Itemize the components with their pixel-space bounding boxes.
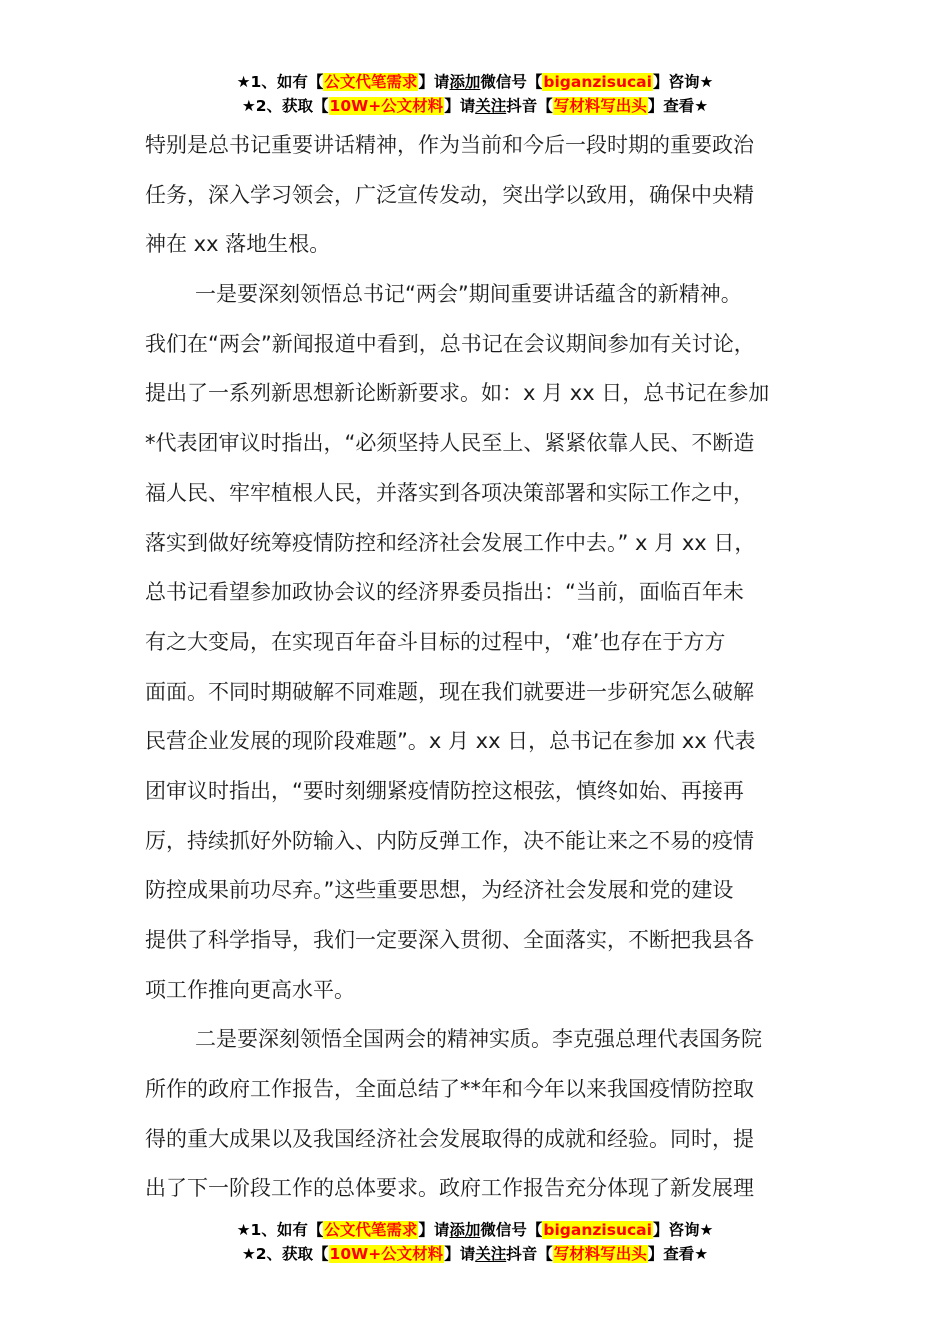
banner-text: ★1、如有【	[236, 73, 324, 91]
footer-banner	[0, 1218, 950, 1266]
highlight-douyin-account: 写材料写出头	[553, 97, 647, 115]
highlight-ghostwriting: 公文代笔需求	[324, 73, 418, 91]
highlight-ghostwriting: 公文代笔需求	[324, 1221, 418, 1239]
highlight-materials: 10W+公文材料	[329, 1245, 444, 1263]
text-line: 任务，深入学习领会，广泛宣传发动，突出学以致用，确保中央精	[145, 182, 754, 207]
banner-line-2	[0, 1242, 950, 1266]
banner-text: 抖音【	[506, 97, 553, 115]
banner-text: 】请	[444, 1245, 476, 1263]
text-line: 厉，持续抓好外防输入、内防反弹工作，决不能让来之不易的疫情	[145, 828, 754, 853]
document-body	[145, 121, 815, 1214]
highlight-douyin-account: 写材料写出头	[553, 1245, 647, 1263]
highlight-wechat-id: biganzisucai	[543, 1221, 652, 1239]
text-line: 落实到做好统筹疫情防控和经济社会发展工作中去。” x 月 xx 日，	[145, 530, 756, 555]
text-line: 防控成果前功尽弃。”这些重要思想，为经济社会发展和党的建设	[145, 878, 734, 903]
text-line: 所作的政府工作报告，全面总结了**年和今年以来我国疫情防控取	[145, 1077, 754, 1102]
banner-text: 】查看★	[647, 1245, 709, 1263]
text-line: 面面。不同时期破解不同难题，现在我们就要进一步研究怎么破解	[145, 679, 754, 704]
banner-line-1	[0, 1218, 950, 1242]
text-line: 总书记看望参加政协会议的经济界委员指出：“当前，面临百年未	[145, 580, 744, 605]
paragraph-start-line: 一是要深刻领悟总书记“两会”期间重要讲话蕴含的新精神。	[195, 282, 742, 307]
highlight-materials: 10W+公文材料	[329, 97, 444, 115]
header-banner	[0, 70, 950, 118]
text-line: *代表团审议时指出，“必须坚持人民至上、紧紧依靠人民、不断造	[145, 431, 755, 456]
text-line: 我们在“两会”新闻报道中看到，总书记在会议期间参加有关讨论，	[145, 331, 755, 356]
banner-underlined-text: 添加	[449, 73, 481, 91]
banner-text: 】请	[418, 73, 450, 91]
paragraph-start-line: 二是要深刻领悟全国两会的精神实质。李克强总理代表国务院	[195, 1027, 762, 1052]
banner-underlined-text: 关注	[475, 97, 507, 115]
text-line: 提出了一系列新思想新论断新要求。如：x 月 xx 日，总书记在参加	[145, 381, 770, 406]
text-line: 神在 xx 落地生根。	[145, 232, 331, 257]
banner-underlined-text: 关注	[475, 1245, 507, 1263]
text-line: 出了下一阶段工作的总体要求。政府工作报告充分体现了新发展理	[145, 1176, 754, 1201]
text-line: 提供了科学指导，我们一定要深入贯彻、全面落实，不断把我县各	[145, 928, 754, 952]
banner-text: ★2、获取【	[241, 97, 329, 115]
text-line: 特别是总书记重要讲话精神，作为当前和今后一段时期的重要政治	[145, 133, 754, 157]
banner-text: ★2、获取【	[241, 1245, 329, 1263]
banner-text: 抖音【	[506, 1245, 553, 1263]
banner-text: 】请	[444, 97, 476, 115]
banner-underlined-text: 添加	[449, 1221, 481, 1239]
text-line: 得的重大成果以及我国经济社会发展取得的成就和经验。同时，提	[145, 1126, 754, 1151]
banner-text: 微信号【	[480, 1221, 543, 1239]
text-line: 民营企业发展的现阶段难题”。x 月 xx 日，总书记在参加 xx 代表	[145, 729, 756, 754]
banner-text: 】请	[418, 1221, 450, 1239]
banner-text: 】咨询★	[652, 73, 714, 91]
banner-line-1	[0, 70, 950, 94]
banner-text: 微信号【	[480, 73, 543, 91]
banner-text: 】查看★	[647, 97, 709, 115]
text-line: 团审议时指出，“要时刻绷紧疫情防控这根弦，慎终如始、再接再	[145, 778, 744, 803]
banner-text: 】咨询★	[652, 1221, 714, 1239]
text-line: 福人民、牢牢植根人民，并落实到各项决策部署和实际工作之中，	[145, 480, 754, 505]
highlight-wechat-id: biganzisucai	[543, 73, 652, 91]
text-line: 有之大变局，在实现百年奋斗目标的过程中，‘难’也存在于方方	[145, 629, 726, 654]
banner-text: ★1、如有【	[236, 1221, 324, 1239]
banner-line-2	[0, 94, 950, 118]
text-line: 项工作推向更高水平。	[145, 977, 355, 1002]
